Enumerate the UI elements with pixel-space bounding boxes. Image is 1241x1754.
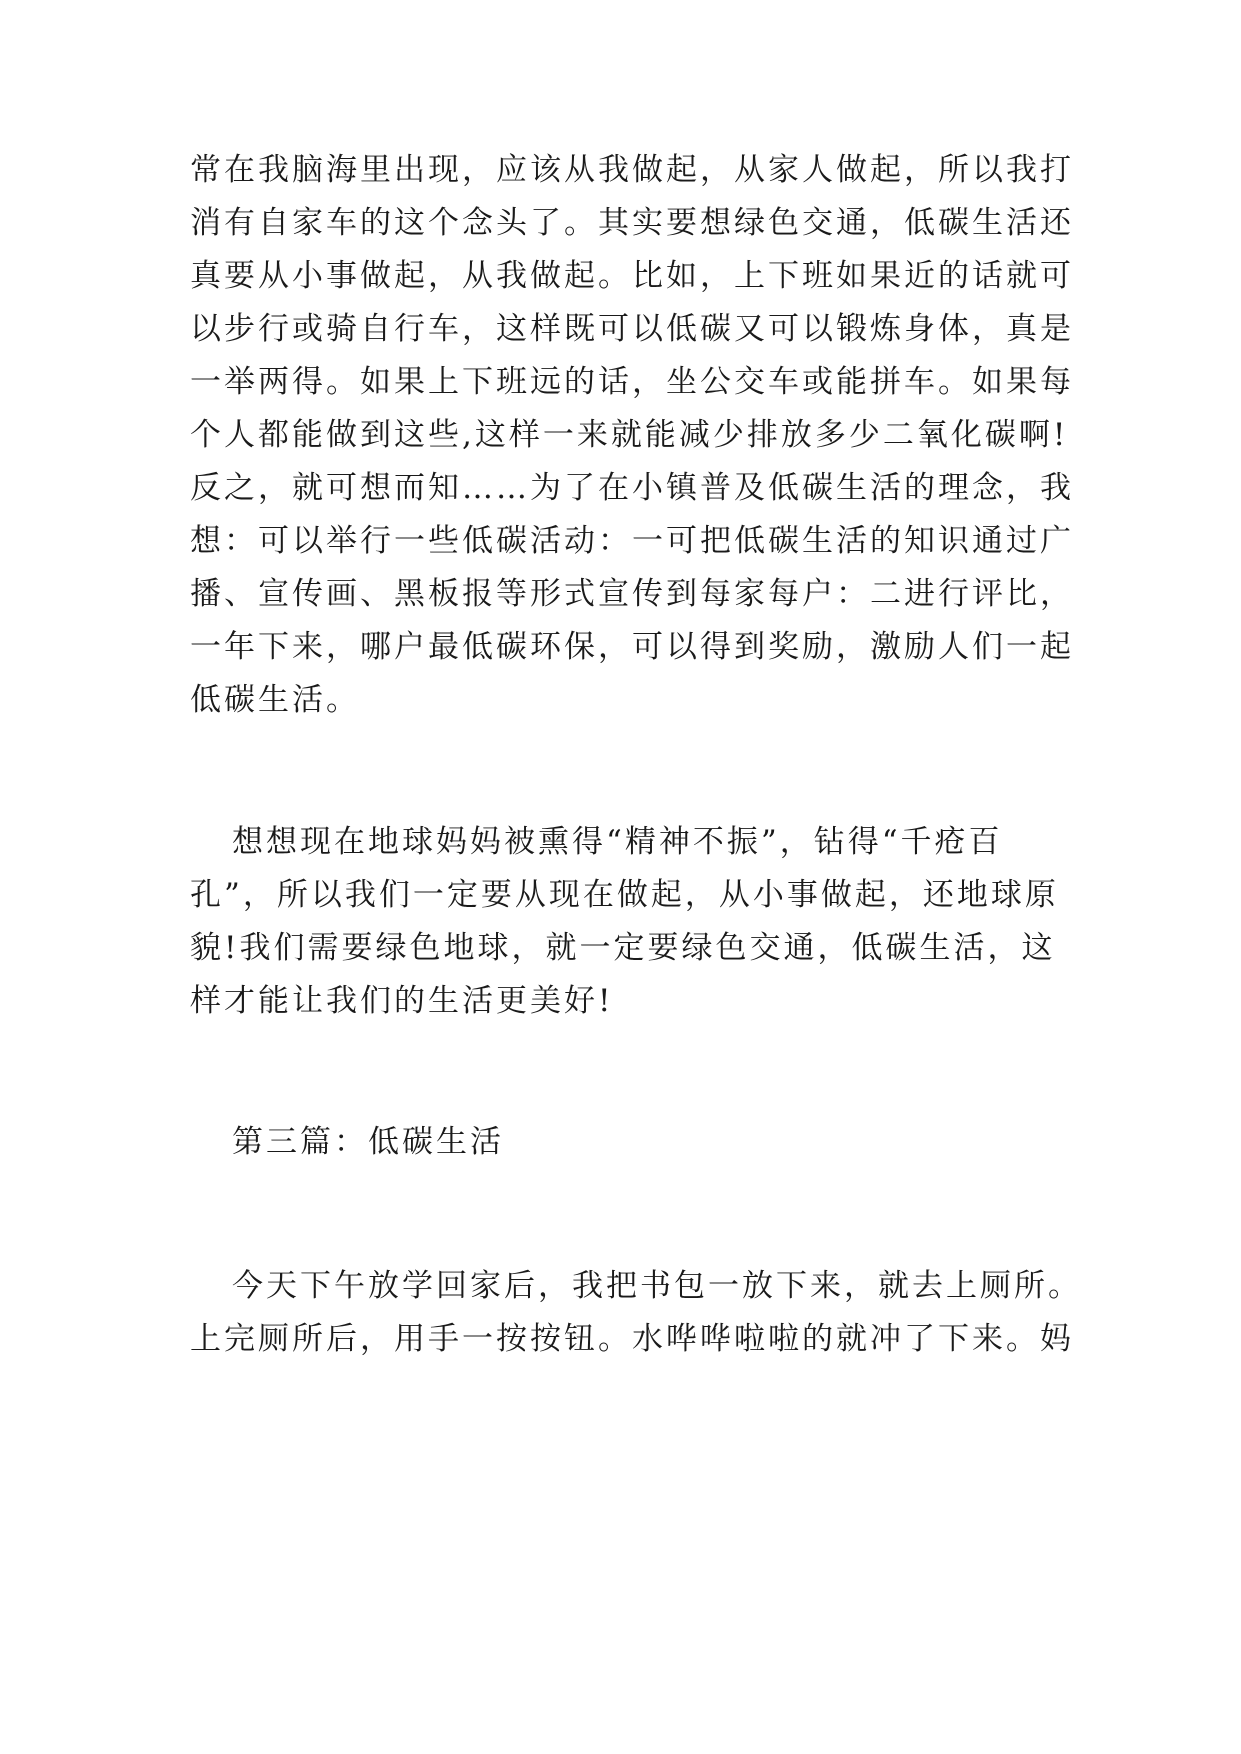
paragraph-3-line-2: 上完厕所后，用手一按按钮。水哗哗啦啦的就冲了下来。妈 (190, 1321, 1074, 1357)
paragraph-1-line-2: 消有自家车的这个念头了。其实要想绿色交通，低碳生活还 (190, 205, 1074, 241)
paragraph-2-line-1: 想想现在地球妈妈被熏得“精神不振”，钻得“千疮百 (232, 824, 1003, 860)
paragraph-2-line-3: 貌!我们需要绿色地球，就一定要绿色交通，低碳生活，这 (190, 930, 1056, 966)
paragraph-2-line-2: 孔”，所以我们一定要从现在做起，从小事做起，还地球原 (190, 877, 1059, 913)
paragraph-1-line-3: 真要从小事做起，从我做起。比如，上下班如果近的话就可 (190, 258, 1074, 294)
paragraph-1-line-10: 一年下来，哪户最低碳环保，可以得到奖励，激励人们一起 (190, 629, 1074, 665)
paragraph-1-line-11: 低碳生活。 (190, 682, 360, 718)
paragraph-3-line-1: 今天下午放学回家后，我把书包一放下来，就去上厕所。 (232, 1268, 1082, 1304)
paragraph-1-line-1: 常在我脑海里出现，应该从我做起，从家人做起，所以我打 (190, 152, 1074, 188)
paragraph-1-line-9: 播、宣传画、黑板报等形式宣传到每家每户：二进行评比， (190, 576, 1074, 612)
paragraph-2-line-4: 样才能让我们的生活更美好! (190, 983, 614, 1019)
paragraph-1-line-6: 个人都能做到这些,这样一来就能减少排放多少二氧化碳啊! (190, 417, 1069, 453)
paragraph-1-line-5: 一举两得。如果上下班远的话，坐公交车或能拼车。如果每 (190, 364, 1074, 400)
paragraph-1-line-4: 以步行或骑自行车，这样既可以低碳又可以锻炼身体，真是 (190, 311, 1074, 347)
section-heading: 第三篇：低碳生活 (232, 1124, 504, 1160)
paragraph-1-line-7: 反之，就可想而知……为了在小镇普及低碳生活的理念，我 (190, 470, 1074, 506)
paragraph-1-line-8: 想：可以举行一些低碳活动：一可把低碳生活的知识通过广 (190, 523, 1074, 559)
